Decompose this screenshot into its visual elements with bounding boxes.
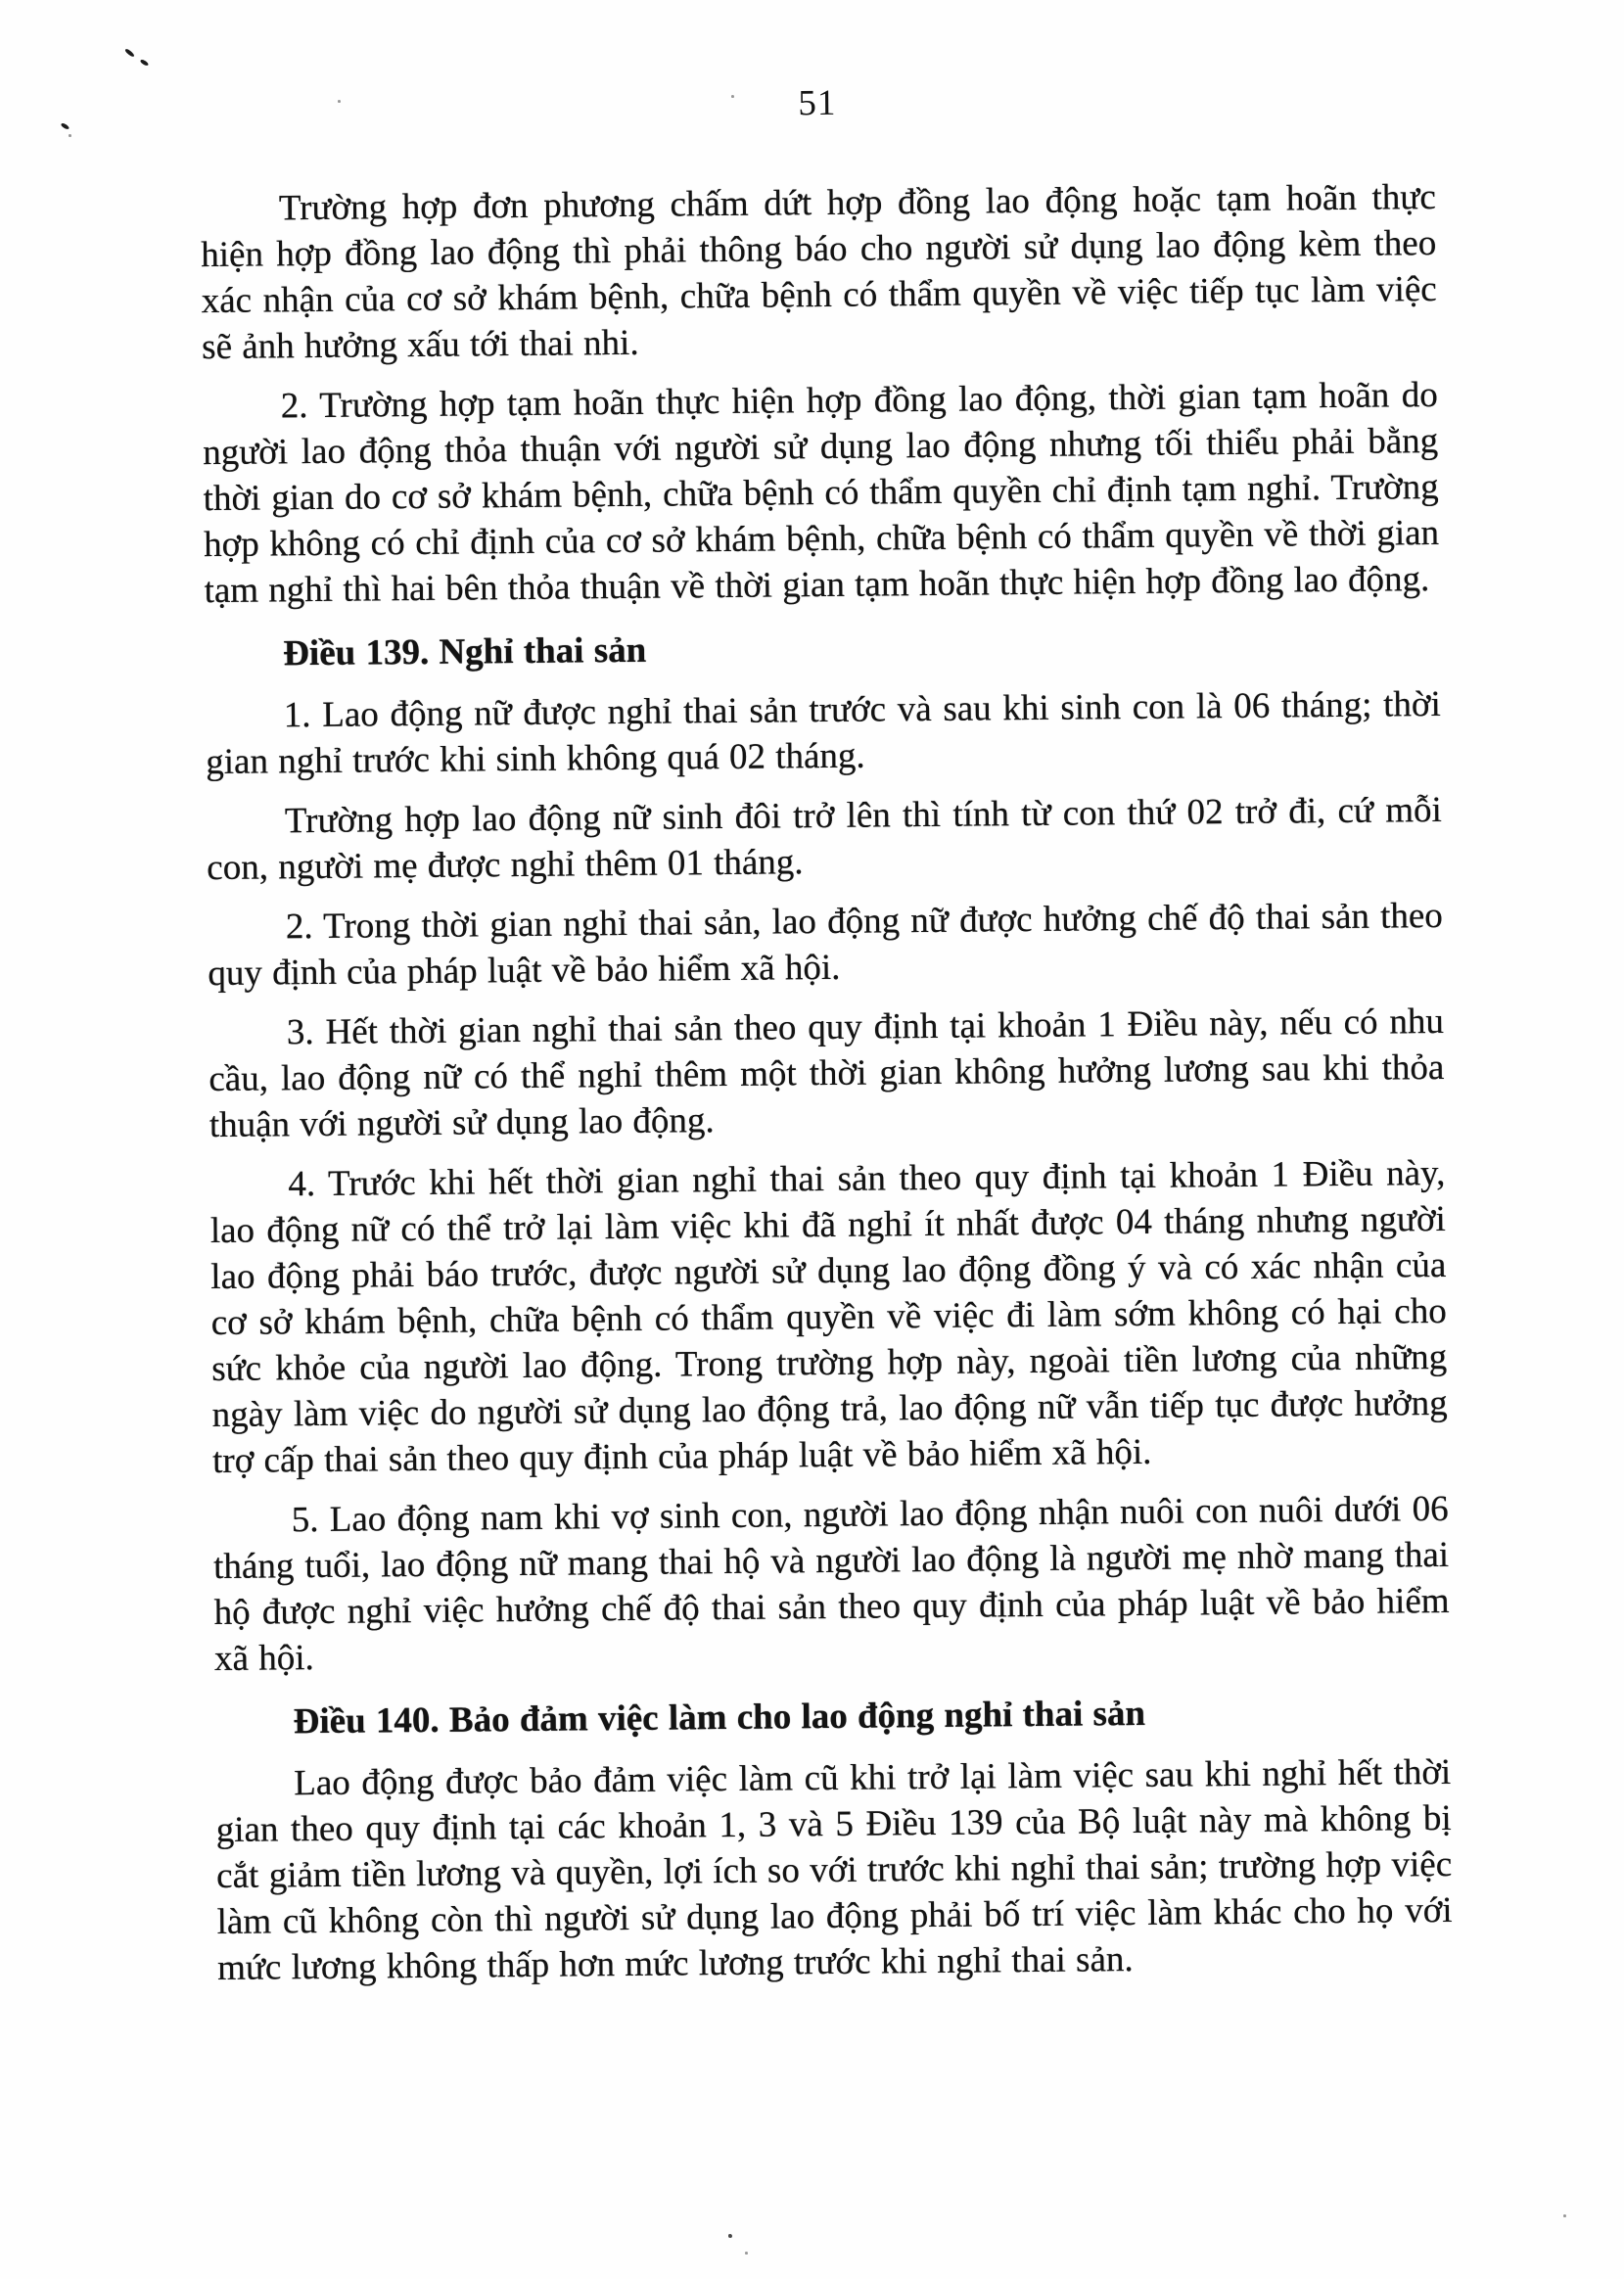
paragraph: 1. Lao động nữ được nghỉ thai sản trước và sau khi sinh con là 06 tháng; thời gian nghỉ trước khi sinh không quá 02 tháng. bbox=[206, 683, 1441, 783]
scan-speck bbox=[1563, 2214, 1566, 2217]
document-content bbox=[201, 174, 1454, 1991]
article-heading: Điều 139. Nghỉ thai sản bbox=[283, 629, 647, 674]
paragraph: Lao động được bảo đảm việc làm cũ khi trở lại làm việc sau khi nghỉ hết thời gian theo quy định tại các khoản 1, 3 và 5 Điều 139 của Bộ luật này mà không bị cắt giảm tiền lương và quyền, lợi ích so với trước khi nghỉ thai sản; trường hợp việc làm cũ không còn thì người sử dụng lao động phải bố trí việc làm khác cho họ với mức lương không thấp hơn mức lương trước khi nghỉ thai sản. bbox=[215, 1751, 1453, 1989]
paragraph: 2. Trong thời gian nghỉ thai sản, lao động nữ được hưởng chế độ thai sản theo quy định của pháp luật về bảo hiểm xã hội. bbox=[208, 895, 1444, 995]
scan-speck bbox=[124, 48, 135, 58]
page-number: 51 bbox=[798, 82, 837, 124]
page-body bbox=[199, 0, 1454, 2005]
scan-speck bbox=[338, 100, 341, 103]
paragraph: 5. Lao động nam khi vợ sinh con, người lao động nhận nuôi con nuôi dưới 06 tháng tuổi, lao động nữ mang thai hộ và người lao động là người mẹ nhờ mang thai hộ được nghỉ việc hưởng chế độ thai sản theo quy định của pháp luật về bảo hiểm xã hội. bbox=[212, 1488, 1450, 1680]
paragraph: 2. Trường hợp tạm hoãn thực hiện hợp đồng lao động, thời gian tạm hoãn do người lao động thỏa thuận với người sử dụng lao động nhưng tối thiểu phải bằng thời gian do cơ sở khám bệnh, chữa bệnh có thẩm quyền chỉ định tạm nghỉ. Trường hợp không có chỉ định của cơ sở khám bệnh, chữa bệnh có thẩm quyền về thời gian tạm nghỉ thì hai bên thỏa thuận về thời gian tạm hoãn thực hiện hợp đồng lao động. bbox=[203, 374, 1440, 612]
paragraph: 4. Trước khi hết thời gian nghỉ thai sản theo quy định tại khoản 1 Điều này, lao động nữ có thể trở lại làm việc khi đã nghỉ ít nhất được 04 tháng nhưng người lao động phải báo trước, được người sử dụng lao động đồng ý và có xác nhận của cơ sở khám bệnh, chữa bệnh có thẩm quyền về việc đi làm sớm không có hại cho sức khỏe của người lao động. Trong trường hợp này, ngoài tiền lương của những ngày làm việc do người sử dụng lao động trả, lao động nữ vẫn tiếp tục được hưởng trợ cấp thai sản theo quy định của pháp luật về bảo hiểm xã hội. bbox=[209, 1152, 1448, 1482]
scan-speck bbox=[728, 2234, 732, 2238]
paragraph: Trường hợp đơn phương chấm dứt hợp đồng lao động hoặc tạm hoãn thực hiện hợp đồng lao động thì phải thông báo cho người sử dụng lao động kèm theo xác nhận của cơ sở khám bệnh, chữa bệnh có thẩm quyền về việc tiếp tục làm việc sẽ ảnh hưởng xấu tới thai nhi. bbox=[201, 176, 1437, 368]
paragraph: 3. Hết thời gian nghỉ thai sản theo quy định tại khoản 1 Điều này, nếu có nhu cầu, lao động nữ có thể nghỉ thêm một thời gian không hưởng lương sau khi thỏa thuận với người sử dụng lao động. bbox=[209, 1000, 1445, 1146]
scan-speck bbox=[731, 95, 734, 98]
scan-speck bbox=[140, 59, 150, 67]
scan-speck bbox=[745, 2252, 748, 2255]
article-heading: Điều 140. Bảo đảm việc làm cho lao động nghỉ thai sản bbox=[293, 1693, 1146, 1743]
paragraph: Trường hợp lao động nữ sinh đôi trở lên thì tính từ con thứ 02 trở đi, cứ mỗi con, người mẹ được nghỉ thêm 01 tháng. bbox=[207, 789, 1442, 889]
scan-speck bbox=[61, 122, 70, 130]
scan-speck bbox=[69, 134, 71, 137]
